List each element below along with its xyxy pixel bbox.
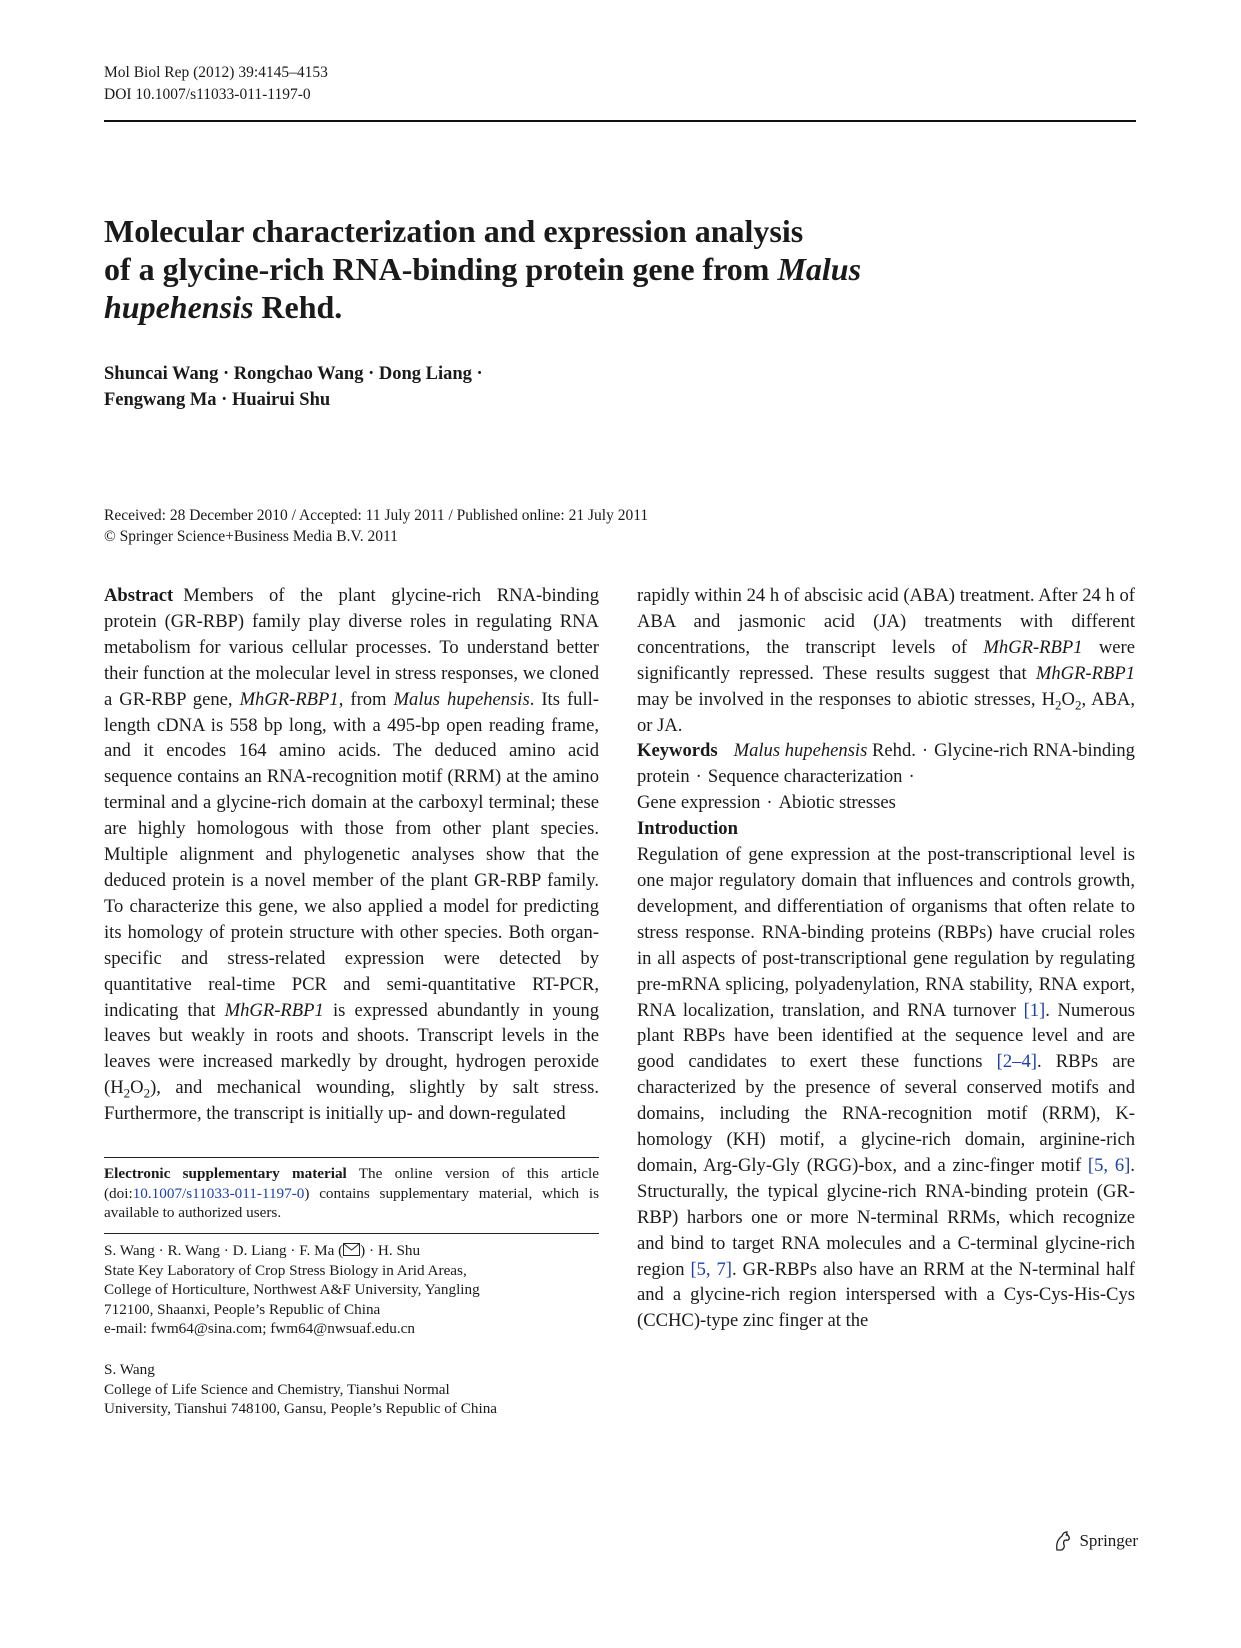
right-column <box>637 583 1135 1334</box>
contact-email[interactable]: e-mail: fwm64@sina.com; fwm64@nwsuaf.edu.cn <box>104 1320 415 1337</box>
journal-citation: Mol Biol Rep (2012) 39:4145–4153 <box>104 64 328 81</box>
affiliation-block-1: S. Wang · R. Wang · D. Liang · F. Ma ( ) · H. Shu State Key Laboratory of Crop Stress Biology in Arid Areas, College of Horticulture, Northwest A&F University, Yangling 712100, Shaanxi, People’s Republic of China e-mail: fwm64@sina.com; fwm64@nwsuaf.edu.cn <box>104 1241 599 1339</box>
abstract-paragraph-part2: rapidly within 24 h of abscisic acid (ABA) treatment. After 24 h of ABA and jasmonic acid (JA) treatments with different concentrations, the transcript levels of MhGR-RBP1 were significantly repressed. These results suggest that MhGR-RBP1 may be involved in the responses to abiotic stresses, $H_2O_2$, ABA, or JA. <box>637 585 1135 736</box>
publisher-logo <box>1053 1530 1138 1552</box>
author-list: Shuncai Wang · Rongchao Wang · Dong Liang · Fengwang Ma · Huairui Shu <box>104 364 483 410</box>
introduction-heading: Introduction <box>637 818 738 840</box>
keywords: Keywords Malus hupehensis Rehd. · Glycine-rich RNA-binding protein · Sequence characterization · Gene expression · Abiotic stresses <box>637 740 1135 814</box>
title-genus: Malus <box>777 251 862 287</box>
citation-link[interactable]: [5, 7] <box>690 1258 732 1280</box>
title-species: hupehensis <box>104 289 254 325</box>
affiliation-rule <box>104 1233 599 1234</box>
abstract-label: Abstract <box>104 585 174 606</box>
citation-link[interactable]: [5, 6] <box>1087 1154 1131 1176</box>
publication-history <box>104 505 1104 547</box>
abstract-left-column <box>104 583 599 1127</box>
footnote-rule <box>104 1157 599 1158</box>
supplementary-label: Electronic supplementary material <box>104 1165 347 1182</box>
header-rule <box>104 120 1136 122</box>
springer-horse-icon <box>1053 1530 1073 1552</box>
citation-link[interactable]: [2–4] <box>996 1051 1037 1073</box>
history-dates: Received: 28 December 2010 / Accepted: 11 July 2011 / Published online: 21 July 2011 <box>104 507 649 524</box>
supplementary-note: Electronic supplementary material The online version of this article (doi:10.1007/s11033-011-1197-0) contains supplementary material, which is available to authorized users. <box>104 1165 599 1221</box>
envelope-icon <box>343 1243 360 1256</box>
journal-doi: DOI 10.1007/s11033-011-1197-0 <box>104 86 311 103</box>
affiliation-block-2: S. Wang College of Life Science and Chemistry, Tianshui Normal University, Tianshui 748100, Gansu, People’s Republic of China <box>104 1361 498 1417</box>
article-title: Molecular characterization and expression analysis of a glycine-rich RNA-binding protein gene from Malus hupehensis Rehd. <box>104 213 862 325</box>
supplementary-doi-link[interactable]: 10.1007/s11033-011-1197-0 <box>132 1184 305 1202</box>
keywords-label: Keywords <box>637 740 718 762</box>
copyright: © Springer Science+Business Media B.V. 2011 <box>104 528 398 545</box>
introduction-paragraph: Regulation of gene expression at the post-transcriptional level is one major regulatory domain that influences and controls growth, development, and differentiation of organisms that often relate to stress response. RNA-binding proteins (RBPs) have crucial roles in all aspects of post-transcriptional gene regulation by regulating pre-mRNA splicing, polyadenylation, RNA stability, RNA export, RNA localization, translation, and RNA turnover [1]. Numerous plant RBPs have been identified at the sequence level and are good candidates to exert these functions [2–4]. RBPs are characterized by the presence of several conserved motifs and domains, including the RNA-recognition motif (RRM), K-homology (KH) motif, a glycine-rich domain, arginine-rich domain, Arg-Gly-Gly (RGG)-box, and a zinc-finger motif [5, 6]. Structurally, the typical glycine-rich RNA-binding protein (GR-RBP) harbors one or more N-terminal RRMs, which recognize and bind to target RNA molecules and a C-terminal glycine-rich region [5, 7]. GR-RBPs also have an RRM at the N-terminal half and a glycine-rich region interspersed with a Cys-Cys-His-Cys (CCHC)-type zinc finger at the <box>637 844 1136 1332</box>
journal-header <box>104 62 328 106</box>
publisher-name: Springer <box>1079 1531 1138 1550</box>
abstract-paragraph-part1: Abstract Members of the plant glycine-rich RNA-binding protein (GR-RBP) family play diverse roles in regulating RNA metabolism for various cellular processes. To understand better their function at the molecular level in stress responses, we cloned a GR-RBP gene, MhGR-RBP1, from Malus hupehensis. Its full-length cDNA is 558 bp long, with a 495-bp open reading frame, and it encodes 164 amino acids. The deduced amino acid sequence contains an RNA-recognition motif (RRM) at the amino terminal and a glycine-rich domain at the carboxyl terminal; these are highly homologous with those from other plant species. Multiple alignment and phylogenetic analyses show that the deduced protein is a novel member of the plant GR-RBP family. To characterize this gene, we also applied a model for predicting its homology of protein structure with other species. Both organ-specific and stress-related expression were detected by quantitative real-time PCR and semi-quantitative RT-PCR, indicating that MhGR-RBP1 is expressed abundantly in young leaves but weakly in roots and shoots. Transcript levels in the leaves were increased markedly by drought, hydrogen peroxide $(H_2O_2)$, and mechanical wounding, slightly by salt stress. Furthermore, the transcript is initially up- and down-regulated <box>104 585 599 1125</box>
citation-link[interactable]: [1] <box>1023 999 1046 1021</box>
